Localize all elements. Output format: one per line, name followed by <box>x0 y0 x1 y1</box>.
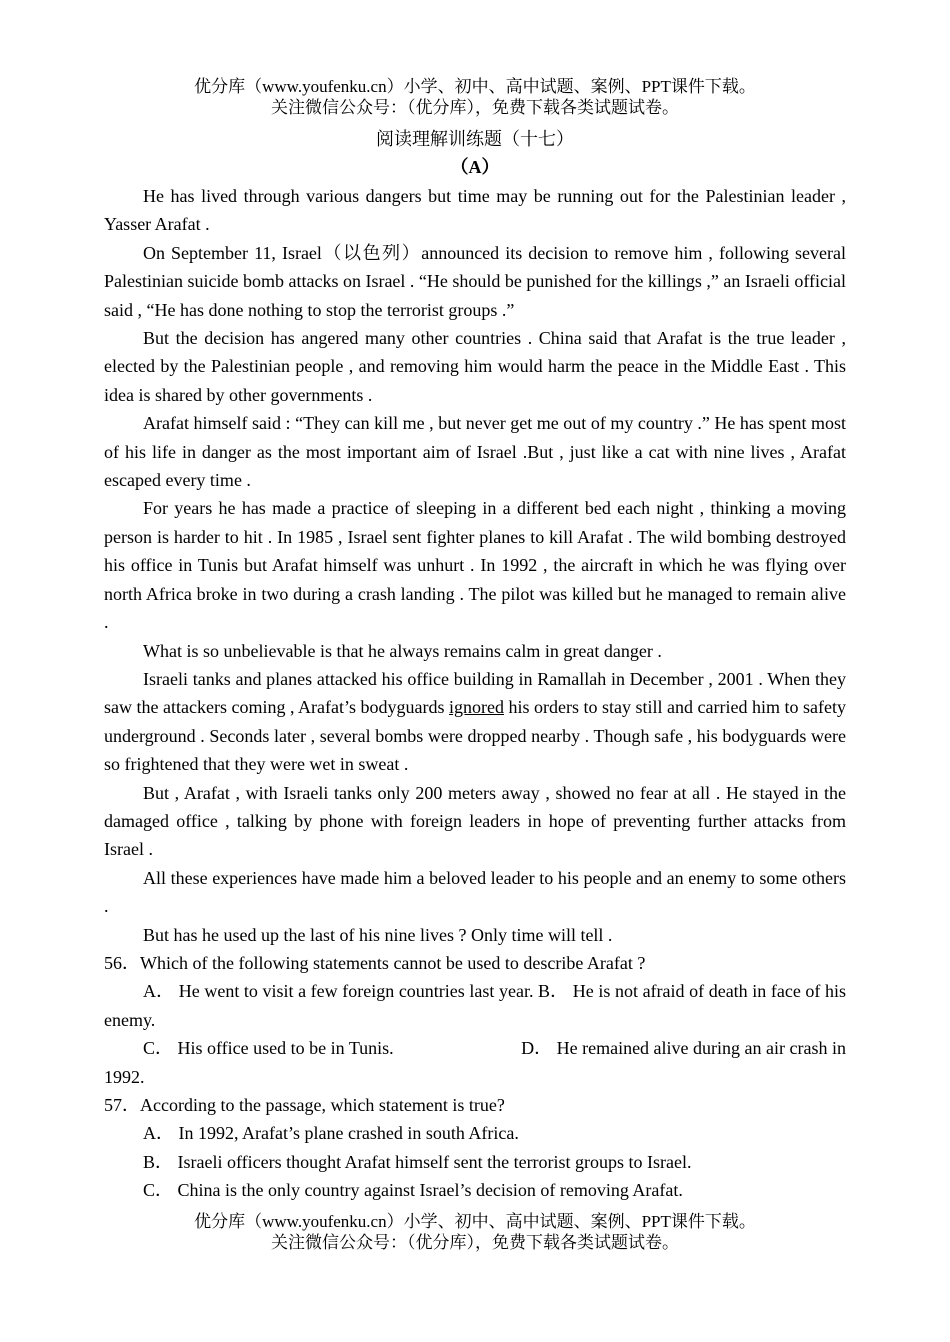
paragraph-7-text-a: Israeli tanks and planes attacked his office building in Ramallah in December , 2001 . When they saw the attackers coming , Arafat’s bodyguards <box>104 668 846 718</box>
question-57-option-b: B． Israeli officers thought Arafat himself sent the terrorist groups to Israel. <box>143 1151 692 1172</box>
question-57-option-a: A． In 1992, Arafat’s plane crashed in south Africa. <box>143 1123 519 1144</box>
section-label: （A） <box>450 157 500 177</box>
question-57-option-c: C． China is the only country against Israel’s decision of removing Arafat. <box>143 1180 683 1201</box>
underlined-word: ignored <box>448 697 504 718</box>
header-line-1: 优分库（www.youfenku.cn）小学、初中、高中试题、案例、PPT课件下载。 <box>194 77 756 96</box>
paragraph-7-text-b: his orders to stay still and carried him to safety underground . Seconds later , several bombs were dropped nearby . Though safe , his bodyguards were so frightened that they were wet in sweat . <box>104 697 847 775</box>
paragraph-10: But has he used up the last of his nine lives ? Only time will tell . <box>143 924 613 945</box>
document-title: 阅读理解训练题（十七） <box>376 129 574 149</box>
footer-line-2: 关注微信公众号：（优分库），免费下载各类试题试卷。 <box>271 1233 679 1252</box>
question-56-option-d: D． He remained alive during an air crash in <box>521 1038 846 1059</box>
paragraph-9: All these experiences have made him a beloved leader to his people and an enemy to some others . <box>104 867 846 917</box>
reading-passage <box>104 182 846 1205</box>
question-56-stem: 56．Which of the following statements cannot be used to describe Arafat ? <box>104 952 646 973</box>
paragraph-6: What is so unbelievable is that he always remains calm in great danger . <box>143 640 662 661</box>
question-56-options-cd <box>104 1034 846 1062</box>
paragraph-8: But , Arafat , with Israeli tanks only 200 meters away , showed no fear at all . He stayed in the damaged office , talking by phone with foreign leaders in hope of preventing further attacks from Israel . <box>104 782 846 860</box>
footer-line-1: 优分库（www.youfenku.cn）小学、初中、高中试题、案例、PPT课件下载。 <box>194 1212 756 1231</box>
question-56-cd-row <box>143 1034 846 1062</box>
question-57-stem: 57．According to the passage, which statement is true? <box>104 1095 505 1115</box>
paragraph-2: On September 11, Israel（以色列）announced its decision to remove him , following several Palestinian suicide bomb attacks on Israel . “He should be punished for the killings ,” an Israeli official said , “He has done nothing to stop the terrorist groups .” <box>104 242 846 320</box>
page-header <box>0 76 950 118</box>
paragraph-1: He has lived through various dangers but time may be running out for the Palestinian leader , Yasser Arafat . <box>104 186 846 235</box>
paragraph-5: For years he has made a practice of sleeping in a different bed each night , thinking a moving person is harder to hit . In 1985 , Israel sent fighter planes to kill Arafat . The wild bombing destroyed his office in Tunis but Arafat himself was unhurt . In 1992 , the aircraft in which he was flying over north Africa broke in two during a crash landing . The pilot was killed but he managed to remain alive . <box>104 498 846 633</box>
header-line-2: 关注微信公众号：（优分库），免费下载各类试题试卷。 <box>271 98 679 117</box>
question-56-options-ab: A． He went to visit a few foreign countries last year. B． He is not afraid of death in face of his enemy. <box>104 981 846 1030</box>
paragraph-3: But the decision has angered many other countries . China said that Arafat is the true leader , elected by the Palestinian people , and removing him would harm the peace in the Middle East . This idea is shared by other governments . <box>104 328 846 405</box>
paragraph-7 <box>104 665 846 779</box>
paragraph-4: Arafat himself said : “They can kill me , but never get me out of my country .” He has spent most of his life in danger as the most important aim of Israel .But , just like a cat with nine lives , Arafat escaped every time . <box>104 413 846 491</box>
question-56-option-c: C． His office used to be in Tunis. <box>143 1038 394 1059</box>
page-footer <box>0 1211 950 1253</box>
question-56-option-d-cont: 1992. <box>104 1066 145 1087</box>
